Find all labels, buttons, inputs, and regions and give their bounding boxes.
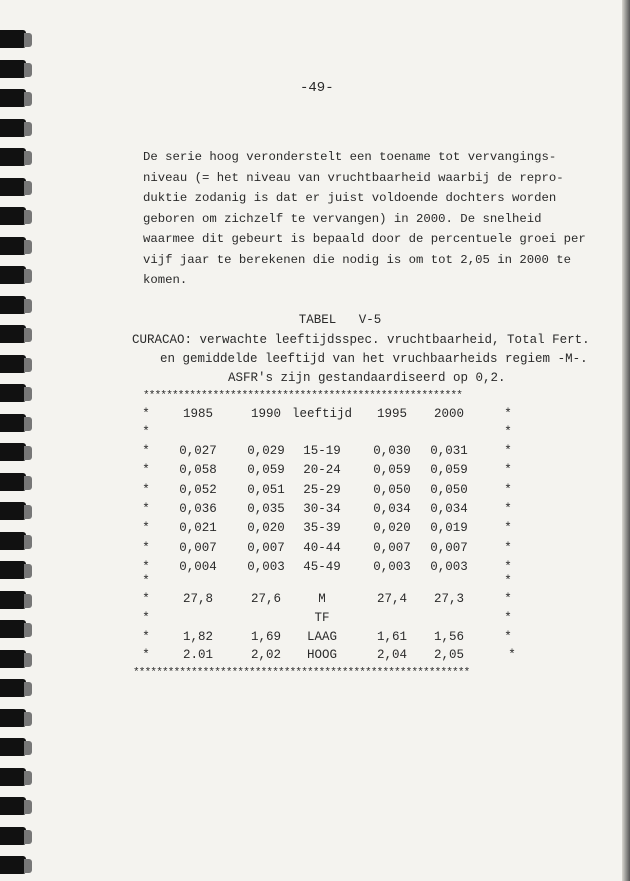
binding-hole	[0, 30, 26, 48]
row-star: *	[504, 574, 512, 588]
table-caption-line: ASFR's zijn gestandaardiseerd op 0,2.	[228, 371, 506, 385]
data-row-cell: 0,050	[373, 482, 411, 497]
row-star: *	[142, 425, 150, 439]
binding-hole	[0, 856, 26, 874]
m-row-cell: 27,8	[182, 592, 214, 606]
hoog-row-cell: 2.01	[182, 648, 214, 662]
row-star: *	[142, 444, 150, 458]
row-star: *	[142, 521, 150, 536]
m-row-cell: 27,4	[376, 592, 408, 606]
data-row-cell: 40-44	[303, 540, 341, 555]
row-star: *	[142, 648, 150, 662]
row-star: *	[504, 611, 512, 625]
page-edge	[622, 0, 630, 881]
binding-hole	[0, 325, 26, 343]
row-star: *	[508, 648, 516, 662]
row-star: *	[504, 630, 512, 644]
table-border-top: *******************************************************	[143, 390, 463, 402]
row-star: *	[142, 482, 150, 497]
binding-hole	[0, 620, 26, 638]
binding-hole	[0, 650, 26, 668]
data-row-cell: 0,059	[247, 463, 285, 478]
binding-hole	[0, 443, 26, 461]
binding-hole	[0, 414, 26, 432]
row-star: *	[504, 444, 512, 458]
binding-hole	[0, 561, 26, 579]
binding-hole	[0, 738, 26, 756]
row-star: *	[142, 540, 150, 555]
row-star: *	[504, 482, 512, 497]
data-row-cell: 0,034	[373, 501, 411, 516]
row-star: *	[504, 540, 512, 555]
data-row-cell: 0,007	[179, 540, 217, 555]
data-row-cell: 0,019	[430, 521, 468, 536]
row-star: *	[142, 592, 150, 606]
data-row-cell: 0,027	[179, 444, 217, 458]
table-label: TABEL V-5	[298, 313, 382, 327]
paragraph-line: niveau (= het niveau van vruchtbaarheid waarbij de repro-	[143, 170, 564, 185]
row-star: *	[504, 559, 512, 574]
binding-hole	[0, 237, 26, 255]
data-row-cell: 0,034	[430, 501, 468, 516]
row-star: *	[504, 425, 512, 439]
binding-hole	[0, 60, 26, 78]
data-row-cell: 30-34	[303, 501, 341, 516]
data-row-cell: 0,003	[373, 559, 411, 574]
binding-hole	[0, 797, 26, 815]
data-row-cell: 0,036	[179, 501, 217, 516]
data-row-cell: 0,052	[179, 482, 217, 497]
binding-hole	[0, 89, 26, 107]
row-star: *	[504, 463, 512, 478]
paragraph-line: De serie hoog veronderstelt een toename tot vervangings-	[143, 150, 557, 164]
data-row-cell: 0,030	[373, 444, 411, 458]
data-row-cell: 0,035	[247, 501, 285, 516]
binding-hole	[0, 207, 26, 225]
data-row-cell: 0,020	[373, 521, 411, 536]
row-star: *	[142, 501, 150, 516]
laag-row-cell: LAAG	[306, 630, 338, 644]
laag-row-cell: 1,56	[433, 630, 465, 644]
binding-hole	[0, 709, 26, 727]
data-row-cell: 25-29	[303, 482, 341, 497]
m-row-cell: M	[318, 592, 326, 606]
data-row-cell: 35-39	[303, 521, 341, 536]
binding-hole	[0, 502, 26, 520]
row-star: *	[142, 407, 150, 421]
binding-hole	[0, 591, 26, 609]
data-row-cell: 0,058	[179, 463, 217, 478]
paragraph-line: vijf jaar te berekenen die nodig is om tot 2,05 in 2000 te	[143, 252, 572, 267]
data-row-cell: 0,004	[179, 559, 217, 574]
hoog-row-cell: 2,04	[376, 648, 408, 662]
data-row-cell: 0,059	[373, 463, 411, 478]
row-star: *	[142, 574, 150, 588]
header-cell: 1990	[250, 407, 282, 421]
laag-row-cell: 1,69	[250, 630, 282, 644]
laag-row-cell: 1,82	[182, 630, 214, 644]
row-star: *	[504, 501, 512, 516]
hoog-row-cell: 2,02	[250, 648, 282, 662]
laag-row-cell: 1,61	[376, 630, 408, 644]
data-row-cell: 45-49	[303, 559, 341, 574]
row-star: *	[142, 463, 150, 478]
binding-hole	[0, 679, 26, 697]
table-border-bottom: **********************************************************	[133, 667, 470, 679]
binding-hole	[0, 532, 26, 550]
spiral-binding	[0, 0, 30, 881]
data-row-cell: 0,003	[430, 559, 468, 574]
binding-hole	[0, 266, 26, 284]
row-star: *	[142, 611, 150, 625]
data-row-cell: 0,051	[247, 482, 285, 497]
data-row-cell: 0,059	[430, 463, 468, 478]
header-cell: 1995	[376, 407, 408, 421]
paragraph-line: geboren om zichzelf te vervangen) in 2000. De snelheid	[143, 211, 542, 226]
binding-hole	[0, 178, 26, 196]
tf-label: TF	[314, 611, 330, 625]
row-star: *	[504, 407, 512, 421]
data-row-cell: 0,003	[247, 559, 285, 574]
row-star: *	[142, 559, 150, 574]
header-cell: leeftijd	[291, 407, 353, 421]
data-row-cell: 0,031	[430, 444, 468, 458]
data-row-cell: 0,050	[430, 482, 468, 497]
table-caption-line: en gemiddelde leeftijd van het vruchbaarheids regiem -M-.	[160, 352, 588, 366]
data-row-cell: 0,020	[247, 521, 285, 536]
binding-hole	[0, 384, 26, 402]
binding-hole	[0, 119, 26, 137]
paragraph-line: duktie zodanig is dat er juist voldoende dochters worden	[143, 191, 557, 205]
page-number: -49-	[300, 80, 334, 96]
hoog-row-cell: 2,05	[433, 648, 465, 662]
binding-hole	[0, 827, 26, 845]
paragraph-line: komen.	[143, 273, 188, 287]
header-cell: 1985	[182, 407, 214, 421]
binding-hole	[0, 768, 26, 786]
data-row-cell: 0,007	[373, 540, 411, 555]
data-row-cell: 0,029	[247, 444, 285, 458]
hoog-row-cell: HOOG	[306, 648, 338, 662]
row-star: *	[504, 592, 512, 606]
row-star: *	[142, 630, 150, 644]
data-row-cell: 15-19	[303, 444, 341, 458]
binding-hole	[0, 148, 26, 166]
m-row-cell: 27,3	[433, 592, 465, 606]
header-cell: 2000	[433, 407, 465, 421]
paragraph-line: waarmee dit gebeurt is bepaald door de percentuele groei per	[143, 232, 586, 246]
m-row-cell: 27,6	[250, 592, 282, 606]
binding-hole	[0, 473, 26, 491]
data-row-cell: 0,007	[247, 540, 285, 555]
data-row-cell: 0,007	[430, 540, 468, 555]
binding-hole	[0, 296, 26, 314]
data-row-cell: 20-24	[303, 463, 341, 478]
binding-hole	[0, 355, 26, 373]
table-caption-line: CURACAO: verwachte leeftijdsspec. vruchtbaarheid, Total Fert.	[132, 333, 590, 347]
data-row-cell: 0,021	[179, 521, 217, 536]
row-star: *	[504, 521, 512, 536]
